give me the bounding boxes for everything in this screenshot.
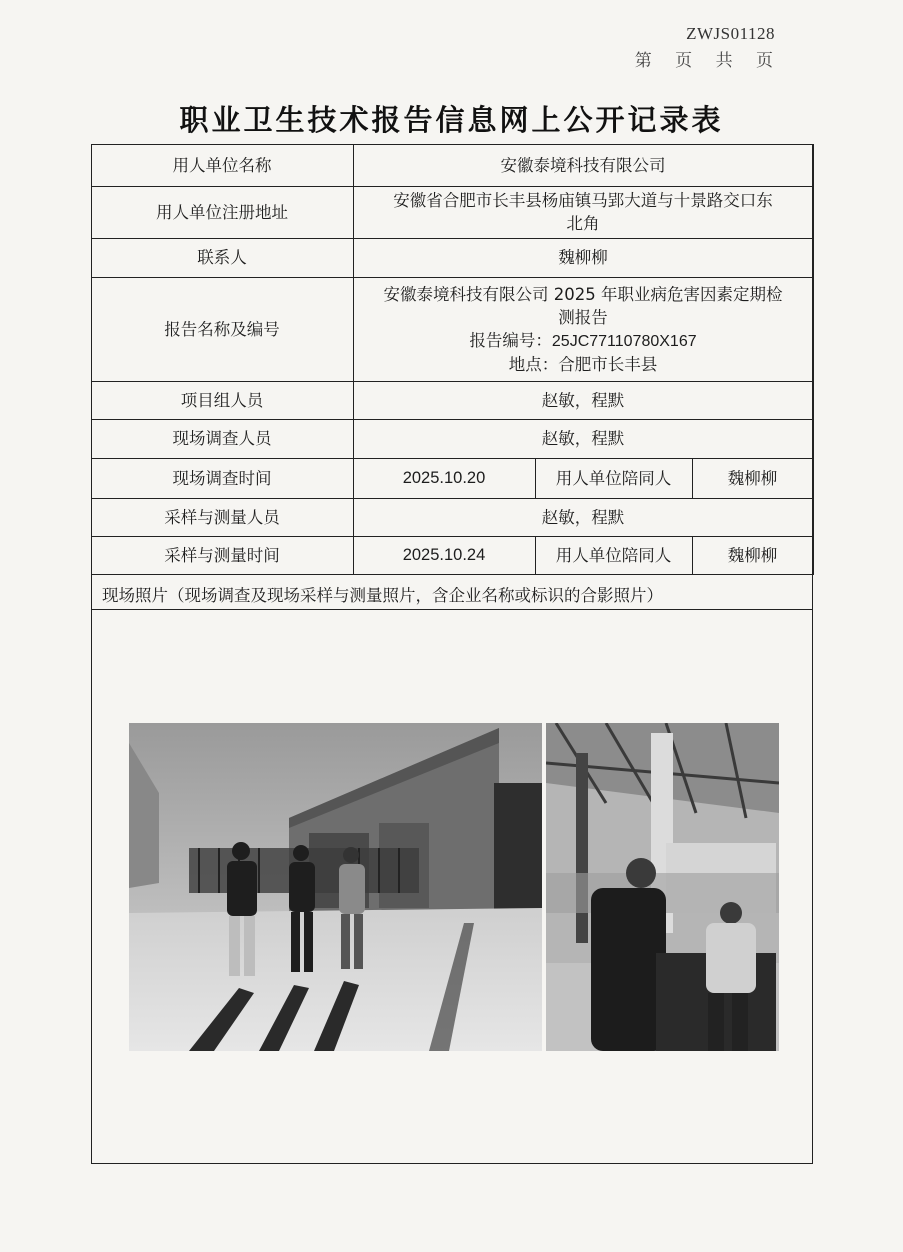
site-photos [129, 723, 779, 1048]
survey-escort-label: 用人单位陪同人 [535, 458, 692, 498]
survey-time-label: 现场调查时间 [91, 458, 353, 498]
table-row [91, 498, 813, 536]
address-line-1: 安徽省合肥市长丰县杨庙镇马郢大道与十景路交口东 [393, 191, 773, 210]
survey-staff-label: 现场调查人员 [91, 419, 353, 458]
contact-value: 魏柳柳 [353, 238, 813, 277]
address-label: 用人单位注册地址 [91, 186, 353, 238]
report-number-line [360, 329, 807, 353]
table-row [91, 381, 813, 419]
table-row [91, 458, 813, 498]
inspection-photo [546, 723, 779, 1051]
sampling-staff-value: 赵敏，程默 [353, 498, 813, 536]
survey-escort-value: 魏柳柳 [692, 458, 813, 498]
team-label: 项目组人员 [91, 381, 353, 419]
report-site-label: 地点： [508, 354, 559, 374]
address-line-2: 北角 [566, 214, 600, 233]
contact-label: 联系人 [91, 238, 353, 277]
table-row [91, 419, 813, 458]
report-label: 报告名称及编号 [91, 277, 353, 381]
caption-divider [92, 609, 812, 610]
employer-name-label: 用人单位名称 [91, 144, 353, 186]
record-table [91, 144, 814, 575]
sampling-staff-label: 采样与测量人员 [91, 498, 353, 536]
survey-staff-value: 赵敏，程默 [353, 419, 813, 458]
employer-name-value: 安徽泰境科技有限公司 [353, 144, 813, 186]
report-name-line-1: 安徽泰境科技有限公司 2025 年职业病危害因素定期检 [383, 284, 783, 304]
page-title: 职业卫生技术报告信息网上公开记录表 [179, 103, 724, 137]
survey-time-value: 2025.10.20 [353, 458, 535, 498]
report-value [353, 277, 813, 381]
table-row [91, 186, 813, 238]
sampling-escort-label: 用人单位陪同人 [535, 536, 692, 574]
report-name-line-2: 测报告 [558, 307, 608, 327]
report-site: 合肥市长丰县 [558, 354, 658, 374]
table-row [91, 144, 813, 186]
report-site-line [360, 353, 807, 376]
record-form [91, 144, 813, 1164]
table-row [91, 277, 813, 381]
photos-caption: 现场照片（现场调查及现场采样与测量照片，含企业名称或标识的合影照片） [102, 586, 663, 605]
inspection-photo-image [546, 723, 779, 1051]
report-number-label: 报告编号： [469, 330, 552, 350]
address-value [353, 186, 813, 238]
sampling-time-value: 2025.10.24 [353, 536, 535, 574]
report-number: 25JC77110780X167 [551, 332, 697, 350]
team-value: 赵敏，程默 [353, 381, 813, 419]
doc-code: ZWJS01128 [686, 24, 775, 43]
table-row [91, 536, 813, 574]
page-count: 第 页 共 页 [634, 51, 775, 71]
group-photo-image [129, 723, 542, 1051]
group-photo [129, 723, 542, 1051]
sampling-escort-value: 魏柳柳 [692, 536, 813, 574]
sampling-time-label: 采样与测量时间 [91, 536, 353, 574]
table-row [91, 238, 813, 277]
